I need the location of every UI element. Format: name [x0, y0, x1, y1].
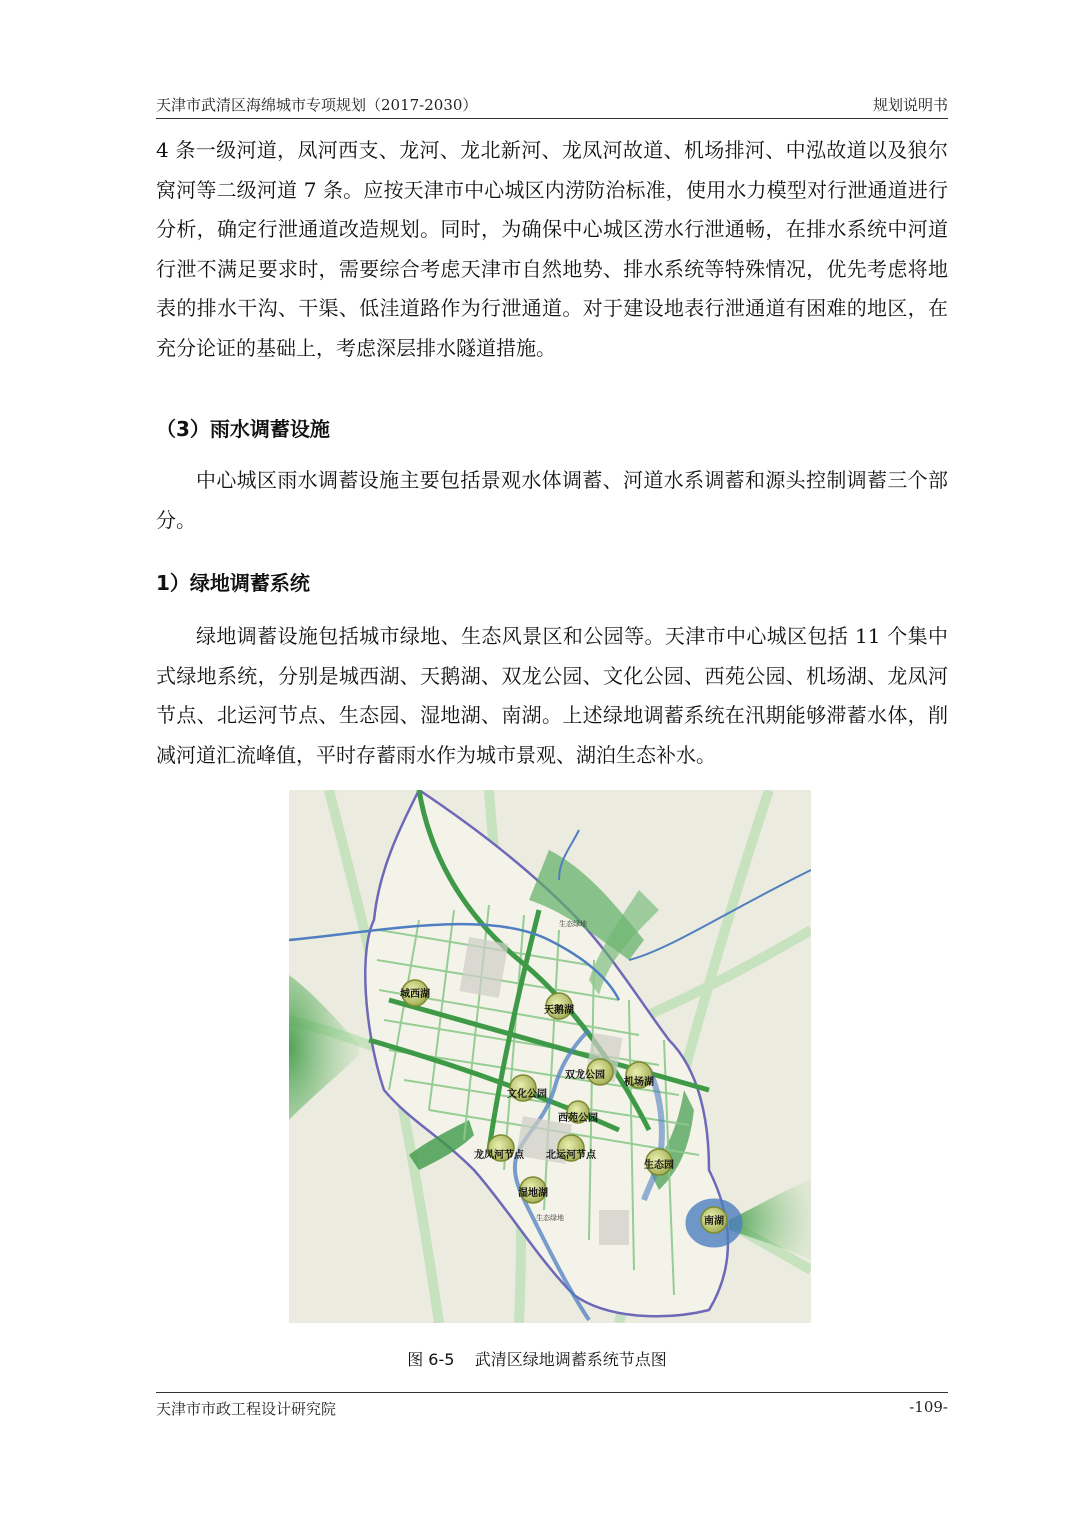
footer-rule: [156, 1392, 948, 1393]
map-small-label-1: 生态绿地: [559, 920, 587, 928]
footer-institute: 天津市市政工程设计研究院: [156, 1400, 337, 1418]
node-label: 天鹅湖: [544, 1005, 574, 1016]
node-label: 北运河节点: [546, 1150, 596, 1161]
section-heading-rainwater-storage: （3）雨水调蓄设施: [156, 417, 330, 441]
paragraph-2: 中心城区雨水调蓄设施主要包括景观水体调蓄、河道水系调蓄和源头控制调蓄三个部分。: [156, 468, 948, 532]
node-label: 西苑公园: [558, 1113, 598, 1124]
node-label: 龙凤河节点: [474, 1150, 524, 1161]
node-label: 机场湖: [624, 1077, 654, 1088]
header-section-title: 规划说明书: [872, 96, 948, 114]
subsection-heading-green-storage: 1）绿地调蓄系统: [156, 571, 310, 595]
figure-title: 武清区绿地调蓄系统节点图: [474, 1350, 667, 1369]
green-storage-node-map: [289, 790, 811, 1323]
paragraph-3: 绿地调蓄设施包括城市绿地、生态风景区和公园等。天津市中心城区包括 11 个集中式绿地系统，分别是城西湖、天鹅湖、双龙公园、文化公园、西苑公园、机场湖、龙凤河节点、北运河节点、生态园、湿地湖、南湖。上述绿地调蓄系统在汛期能够滞蓄水体，削减河道汇流峰值，平时存蓄雨水作为城市景观、湖泊生态补水。: [156, 624, 948, 767]
node-label: 生态园: [644, 1160, 674, 1171]
node-label: 文化公园: [507, 1089, 547, 1100]
page-footer: [156, 1398, 948, 1419]
map-small-label-2: 生态绿地: [536, 1214, 564, 1222]
page-header: [156, 92, 948, 118]
map-node: [701, 1207, 727, 1233]
paragraph-1: 4 条一级河道，凤河西支、龙河、龙北新河、龙凤河故道、机场排河、中泓故道以及狼尔窝河等二级河道 7 条。应按天津市中心城区内涝防治标准，使用水力模型对行泄通道进行分析，确定行泄通道改造规划。同时，为确保中心城区涝水行泄通畅，在排水系统中河道行泄不满足要求时，需要综合考虑天津市自然地势、排水系统等特殊情况，优先考虑将地表的排水干沟、干渠、低洼道路作为行泄通道。对于建设地表行泄通道有困难的地区，在充分论证的基础上，考虑深层排水隧道措施。: [156, 138, 948, 360]
figure-caption: [0, 1347, 1074, 1370]
node-label: 南湖: [704, 1216, 724, 1227]
figure-number: 图 6-5: [407, 1350, 455, 1369]
header-rule: [156, 118, 948, 119]
paragraph-flood-channels: [156, 131, 948, 368]
page-number: -109-: [909, 1398, 948, 1416]
paragraph-storage-overview: [156, 461, 948, 540]
map-figure: [289, 790, 811, 1323]
paragraph-green-storage: [156, 617, 948, 775]
node-label: 湿地湖: [518, 1188, 548, 1199]
header-document-title: 天津市武清区海绵城市专项规划（2017-2030）: [156, 96, 478, 114]
node-label: 双龙公园: [565, 1070, 605, 1081]
node-label: 城西湖: [400, 989, 430, 1000]
